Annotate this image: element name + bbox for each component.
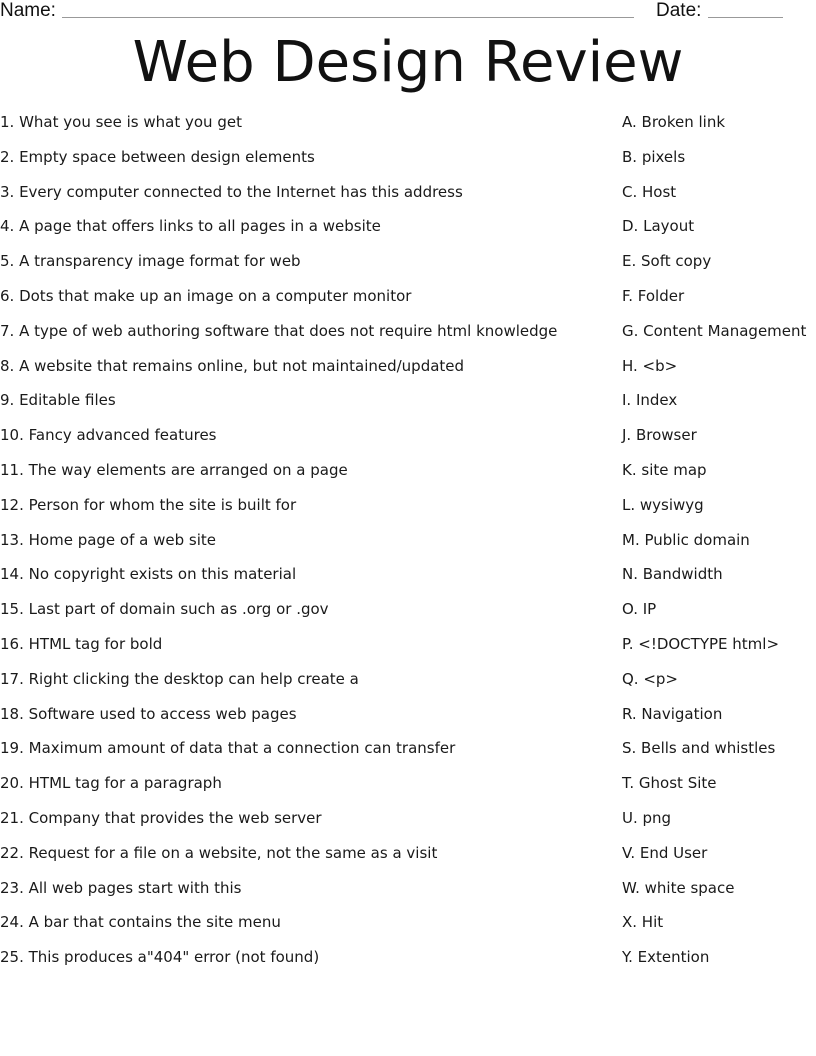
answer-item: W. white space (622, 878, 735, 897)
question-item: 7. A type of web authoring software that does not require html knowledge (0, 321, 558, 340)
question-item: 12. Person for whom the site is built for (0, 495, 297, 514)
question-item: 20. HTML tag for a paragraph (0, 774, 222, 793)
answer-item: M. Public domain (622, 530, 750, 549)
question-item: 22. Request for a file on a website, not the same as a visit (0, 843, 438, 862)
question-item: 8. A website that remains online, but not maintained/updated (0, 356, 465, 375)
answer-item: H. <b> (622, 356, 678, 375)
answer-item: O. IP (622, 600, 657, 619)
question-list (0, 110, 600, 980)
question-item: 4. A page that offers links to all pages in a website (0, 217, 381, 236)
answer-list (622, 110, 816, 980)
answer-item: A. Broken link (622, 113, 726, 131)
question-item: 18. Software used to access web pages (0, 704, 297, 723)
answer-item: Q. <p> (622, 669, 679, 688)
answer-item: L. wysiwyg (622, 495, 704, 514)
question-item: 11. The way elements are arranged on a page (0, 460, 348, 479)
answer-item: C. Host (622, 182, 677, 201)
answer-item: Y. Extention (622, 948, 710, 967)
answer-item: F. Folder (622, 286, 685, 305)
question-item: 9. Editable files (0, 391, 116, 410)
question-item: 5. A transparency image format for web (0, 252, 301, 271)
question-item: 14. No copyright exists on this material (0, 565, 297, 584)
question-item: 17. Right clicking the desktop can help create a (0, 669, 359, 688)
question-item: 19. Maximum amount of data that a connection can transfer (0, 739, 456, 758)
answer-item: X. Hit (622, 913, 664, 932)
answer-item: R. Navigation (622, 704, 723, 723)
question-item: 2. Empty space between design elements (0, 147, 315, 166)
answer-item: U. png (622, 808, 672, 827)
question-item: 1. What you see is what you get (0, 113, 242, 131)
answer-item: T. Ghost Site (622, 774, 717, 793)
answer-item: P. <!DOCTYPE html> (622, 634, 780, 653)
question-item: 23. All web pages start with this (0, 878, 242, 897)
question-item: 3. Every computer connected to the Internet has this address (0, 182, 463, 201)
question-item: 6. Dots that make up an image on a computer monitor (0, 286, 412, 305)
date-blank-line (708, 17, 783, 18)
answer-item: G. Content Management (622, 321, 807, 340)
name-label: Name: (0, 0, 56, 21)
question-item: 16. HTML tag for bold (0, 634, 163, 653)
worksheet-header (0, 0, 816, 22)
question-item: 10. Fancy advanced features (0, 426, 217, 445)
question-item: 21. Company that provides the web server (0, 808, 322, 827)
answer-item: E. Soft copy (622, 252, 712, 271)
answer-item: V. End User (622, 843, 708, 862)
question-item: 24. A bar that contains the site menu (0, 913, 281, 932)
answer-item: N. Bandwidth (622, 565, 723, 584)
answer-item: J. Browser (622, 426, 697, 445)
date-label: Date: (656, 0, 702, 21)
answer-item: S. Bells and whistles (622, 739, 776, 758)
answer-item: I. Index (622, 391, 678, 410)
answer-item: K. site map (622, 460, 707, 479)
answer-item: D. Layout (622, 217, 695, 236)
question-item: 15. Last part of domain such as .org or .gov (0, 600, 329, 619)
name-blank-line (62, 17, 634, 18)
worksheet-title: Web Design Review (132, 30, 684, 95)
answer-item: B. pixels (622, 147, 686, 166)
question-item: 25. This produces a"404" error (not found) (0, 948, 320, 967)
question-item: 13. Home page of a web site (0, 530, 216, 549)
